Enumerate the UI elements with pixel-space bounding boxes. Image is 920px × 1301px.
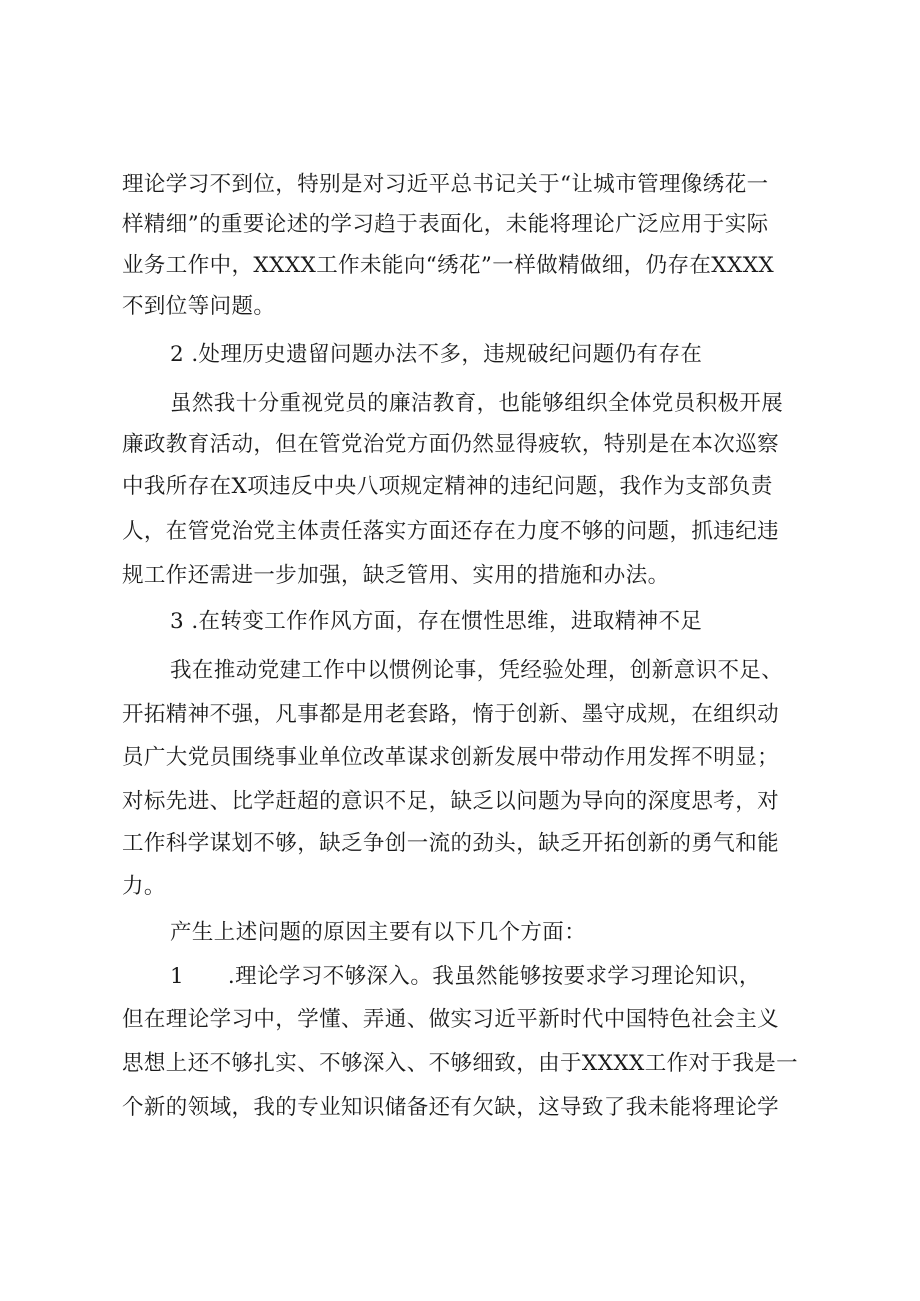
text-line: 开拓精神不强，凡事都是用老套路，惰于创新、墨守成规，在组织动 xyxy=(122,702,780,727)
text-line: 对标先进、比学赶超的意识不足，缺乏以问题为导向的深度思考，对 xyxy=(122,789,780,814)
text-line: 但在理论学习中，学懂、弄通、做实习近平新时代中国特色社会主义 xyxy=(122,1007,780,1032)
paragraph-first-line: 虽然我十分重视党员的廉洁教育，也能够组织全体党员积极开展 xyxy=(170,391,784,416)
text-line: 理论学习不到位，特别是对习近平总书记关于“让城市管理像绣花一 xyxy=(122,172,769,197)
text-line: 样精细”的重要论述的学习趋于表面化，未能将理论广泛应用于实际 xyxy=(122,212,769,237)
text-line: 个新的领域，我的专业知识储备还有欠缺，这导致了我未能将理论学 xyxy=(122,1095,780,1120)
section-heading-cause-1: 1 .理论学习不够深入。我虽然能够按要求学习理论知识， xyxy=(170,964,761,989)
text-line: 中我所存在X项违反中央八项规定精神的违纪问题，我作为支部负责 xyxy=(122,474,773,499)
paragraph-first-line: 我在推动党建工作中以惯例论事，凭经验处理，创新意识不足、 xyxy=(170,658,784,683)
paragraph-first-line: 产生上述问题的原因主要有以下几个方面： xyxy=(170,920,587,945)
section-heading-3: 3 .在转变工作作风方面，存在惯性思维，进取精神不足 xyxy=(170,609,703,634)
text-line: 力。 xyxy=(122,874,166,899)
section-heading-2: 2 .处理历史遗留问题办法不多，违规破纪问题仍有存在 xyxy=(170,342,703,367)
text-line: 工作科学谋划不够，缺乏争创一流的劲头，缺乏开拓创新的勇气和能 xyxy=(122,831,780,856)
text-line: 思想上还不够扎实、不够深入、不够细致，由于XXXX工作对于我是一 xyxy=(122,1051,799,1076)
text-line: 不到位等问题。 xyxy=(122,294,276,319)
text-line: 人，在管党治党主体责任落实方面还存在力度不够的问题，抓违纪违 xyxy=(122,519,780,544)
text-line: 廉政教育活动，但在管党治党方面仍然显得疲软，特别是在本次巡察 xyxy=(122,432,780,457)
text-line: 员广大党员围绕事业单位改革谋求创新发展中带动作用发挥不明显； xyxy=(122,745,780,770)
text-line: 业务工作中，XXXX工作未能向“绣花”一样做精做细，仍存在XXXX xyxy=(122,253,775,278)
text-line: 规工作还需进一步加强，缺乏管用、实用的措施和办法。 xyxy=(122,563,670,588)
